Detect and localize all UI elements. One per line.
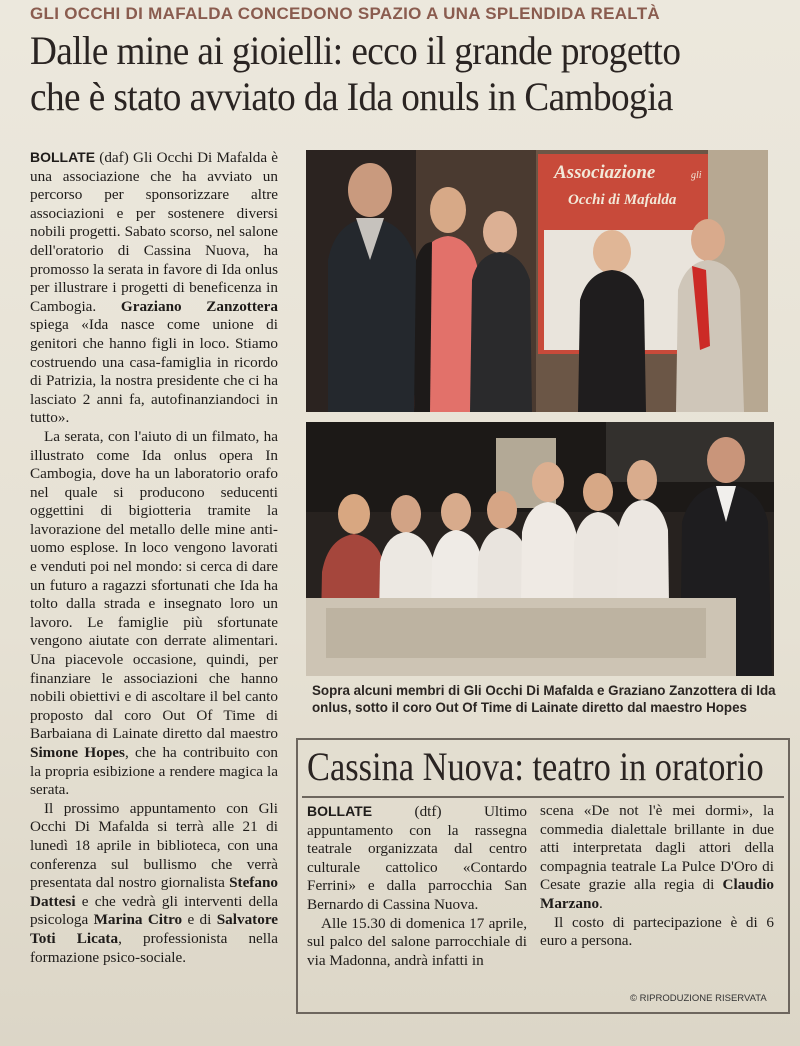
main-article-column — [30, 148, 278, 967]
headline — [30, 28, 737, 120]
sidebar-dateline: BOLLATE — [307, 803, 373, 819]
photo-illustration — [306, 150, 768, 412]
sidebar-paragraph-3: scena «De not l'è mei dormi», la commedia dialettale brillante in due atti interpretata dagli attori della compagnia teatrale La Pulce D'Oro di Cesate grazie alla regia di Claudio Marzano. — [540, 802, 774, 912]
banner-text-2: Occhi di Mafalda — [568, 192, 677, 208]
person-name: Stefano Dattesi — [30, 874, 278, 910]
photo-illustration — [306, 422, 774, 676]
photo-choir — [306, 422, 774, 676]
sidebar-paragraph-1: BOLLATE (dtf) Ultimo appuntamento con la rassegna teatrale organizzata dal centro culturale cattolico «Contardo Ferrini» e dalla parrocchia San Bernardo di Cassina Nuova. — [307, 803, 527, 913]
person-name: Graziano Zanzottera — [120, 297, 278, 315]
sidebar-title: Cassina Nuova: teatro in oratorio — [307, 744, 764, 789]
sidebar-paragraph-2: Alle 15.30 di domenica 17 aprile, sul palco del salone parrocchiale di via Madonna, andrà infatti in — [307, 914, 527, 969]
sidebar-credit: (dtf) — [414, 803, 442, 820]
author-credit: (daf) — [99, 149, 129, 166]
paragraph-3: Il prossimo appuntamento con Gli Occhi Di Mafalda si terrà alle 21 di lunedì 18 aprile in biblioteca, con una conferenza sul bullismo che verrà presentata dal nostro giornalista Stefano Dattesi e che vedrà gli interventi della psicologa Marina Citro e di Salvatore Toti Licata, professionista nella formazione psico-sociale. — [30, 799, 279, 966]
person-name: Claudio Marzano — [540, 876, 774, 912]
sidebar-column-2 — [540, 802, 774, 951]
photo-caption: Sopra alcuni membri di Gli Occhi Di Mafalda e Graziano Zanzottera di Ida onlus, sotto il coro Out Of Time di Lainate diretto dal maestro Hopes — [312, 683, 776, 715]
person-name: Simone Hopes — [30, 744, 125, 761]
copyright-notice: © RIPRODUZIONE RISERVATA — [630, 993, 767, 1004]
headline-line-2: che è stato avviato da Ida onuls in Cambogia — [30, 74, 673, 119]
sidebar-paragraph-4: Il costo di partecipazione è di 6 euro a persona. — [540, 913, 774, 950]
sidebar-column-1 — [307, 802, 527, 970]
kicker: GLI OCCHI DI MAFALDA CONCEDONO SPAZIO A UNA SPLENDIDA REALTÀ — [30, 4, 660, 23]
person-name: Salvatore Toti Licata — [30, 911, 279, 947]
paragraph-1: BOLLATE (daf) Gli Occhi Di Mafalda è una associazione che ha avviato un percorso per sponsorizzare altre associazioni e per sostenere diversi nobili progetti. Sabato scorso, nel salone dell'oratorio di Cassina Nuova, ha promosso la serata in favore di Ida onlus per illustrare i progetti di beneficenza in Cambogia. Graziano Zanzottera spiega «Ida nasce come unione di genitori che hanno figli in loco. Stiamo costruendo una casa-famiglia in ricordo di Patrizia, la nostra presidente che ci ha lasciato 2 anni fa, autofinanziandoci in tutto». — [30, 149, 278, 427]
dateline: BOLLATE — [30, 149, 96, 165]
photo-association-members — [306, 150, 768, 412]
person-name: Marina Citro — [93, 911, 183, 929]
sidebar-rule — [302, 796, 784, 798]
paragraph-2: La serata, con l'aiuto di un filmato, ha illustrato come Ida onlus opera In Cambogia, dove ha un laboratorio orafo nel quale si producono seducenti oggettini di bigiotteria tramite la lavorazione del metallo delle mine anti-uomo esplose. In loco vengono lavorati e venduti poi nel mondo: si cerca di dare un futuro a ragazzi sfortunati che Ida ha tolto dalla strada e insegnato loro un lavoro. Le famiglie più sfortunate vengono aiutate con derrate alimentari. Una piacevole occasione, quindi, per finanziare le associazioni che hanno nobili obiettivi e di ascoltare il bel canto proposto dal coro Out Of Time di Barbaiana di Lainate diretto dal maestro Simone Hopes, che ha contribuito con la propria esibizione a rendere magica la serata. — [30, 427, 279, 799]
banner-text-small: gli — [691, 170, 702, 181]
banner-text-1: Associazione — [554, 162, 656, 183]
headline-line-1: Dalle mine ai gioielli: ecco il grande progetto — [30, 28, 681, 73]
